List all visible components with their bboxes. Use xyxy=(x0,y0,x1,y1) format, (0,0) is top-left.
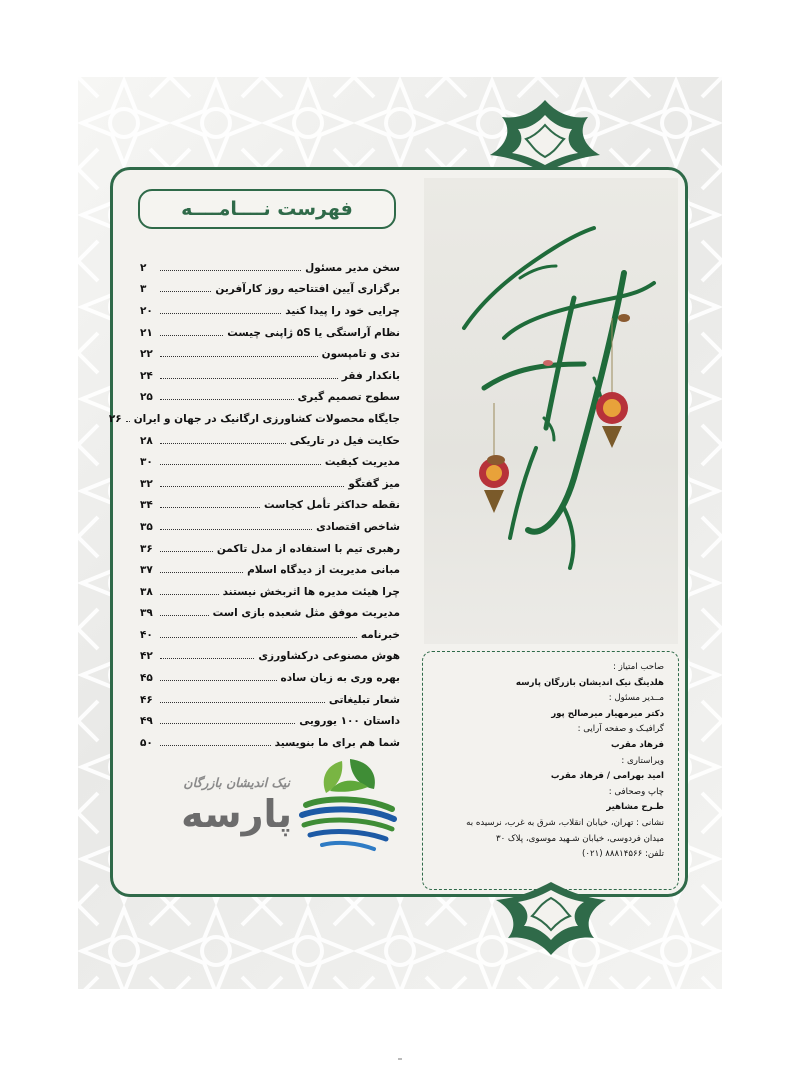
toc-item-page: ۴۵ xyxy=(140,672,153,685)
toc-item-page: ۲۲ xyxy=(140,348,153,361)
toc-item xyxy=(140,495,400,517)
toc-item-title: هوش مصنوعی درکشاورزی xyxy=(258,650,400,663)
toc-leader-dots xyxy=(160,270,301,271)
logo-subtitle: نیک اندیشان بازرگان xyxy=(183,775,290,790)
toc-item-page: ۴۹ xyxy=(140,715,153,728)
toc-item-page: ۳۲ xyxy=(140,477,153,490)
toc-item-title: سطوح تصمیم گیری xyxy=(297,391,400,404)
toc-leader-dots xyxy=(160,658,254,659)
calligraphy-panel xyxy=(424,178,678,644)
toc-leader-dots xyxy=(160,507,260,508)
bottom-ornament xyxy=(476,880,626,960)
toc-item xyxy=(140,387,400,409)
toc-leader-dots xyxy=(126,421,130,422)
toc-item-title: برگزاری آیین افتتاحیه روز کارآفرین xyxy=(215,283,400,296)
toc-item-title: حکایت فیل در تاریکی xyxy=(289,434,400,447)
toc-item-page: ۳۸ xyxy=(140,585,153,598)
toc-leader-dots xyxy=(160,378,338,379)
toc-item xyxy=(140,559,400,581)
toc-item xyxy=(140,343,400,365)
toc-item-page: ۴۰ xyxy=(140,628,153,641)
toc-item-page: ۳۵ xyxy=(140,520,153,533)
toc-item-page: ۲۶ xyxy=(108,412,122,425)
toc-item-title: جایگاه محصولات کشاورزی ارگانیک در جهان و ایران xyxy=(133,412,400,425)
print-label: چاپ وصحافی : xyxy=(608,786,664,797)
toc-leader-dots xyxy=(160,529,312,530)
toc-item-title: چرایی خود را پیدا کنید xyxy=(285,304,400,317)
toc-item xyxy=(140,473,400,495)
toc-leader-dots xyxy=(160,723,295,724)
toc-leader-dots xyxy=(160,702,325,703)
credits-box xyxy=(422,651,679,890)
toc-item-title: چرا هیئت مدیره ها اثربخش نیستند xyxy=(222,585,400,598)
toc-item-page: ۲ xyxy=(140,261,147,274)
toc-item-page: ۴۶ xyxy=(140,693,153,706)
toc-item-title: تدی و تامپسون xyxy=(321,348,400,361)
toc-item-page: ۳۰ xyxy=(140,456,153,469)
toc-leader-dots xyxy=(160,486,344,487)
toc-item xyxy=(140,451,400,473)
toc-leader-dots xyxy=(160,572,243,573)
toc-item-title: مدیریت موفق مثل شعبده بازی است xyxy=(212,607,400,620)
owner-label: صاحب امتیاز : xyxy=(613,662,664,672)
toc-leader-dots xyxy=(160,313,281,314)
toc-item-page: ۳۴ xyxy=(140,499,153,512)
toc-leader-dots xyxy=(160,443,286,444)
bismillah-calligraphy xyxy=(424,178,678,644)
editing-value: امید بهرامی / فرهاد مقرب xyxy=(550,771,664,782)
toc-item xyxy=(140,689,400,711)
toc-title: فهرست نــــامــــه xyxy=(138,189,396,229)
toc-item-title: مدیریت کیفیت xyxy=(324,456,400,469)
toc-leader-dots xyxy=(160,335,223,336)
table-of-contents xyxy=(108,257,400,754)
toc-item xyxy=(140,732,400,754)
top-ornament xyxy=(470,95,620,175)
toc-item-page: ۲۰ xyxy=(140,304,153,317)
toc-item-title: شاخص اقتصادی xyxy=(316,520,400,533)
owner-value: هلدینگ نیک اندیشان بازرگان پارسه xyxy=(515,677,664,688)
toc-leader-dots xyxy=(160,356,318,357)
director-label: مــدیر مسئول : xyxy=(608,693,664,704)
toc-item-page: ۳ xyxy=(140,283,147,296)
toc-item-page: ۲۵ xyxy=(140,391,153,404)
toc-leader-dots xyxy=(160,594,219,595)
toc-item-title: خبرنامه xyxy=(360,628,400,641)
toc-item-page: ۴۲ xyxy=(140,650,153,663)
toc-item xyxy=(140,624,400,646)
toc-leader-dots xyxy=(160,291,211,292)
toc-item-title: نظام آراستگی یا ۵S ژاپنی چیست xyxy=(227,326,400,339)
toc-leader-dots xyxy=(160,464,321,465)
toc-item xyxy=(140,667,400,689)
toc-item xyxy=(140,322,400,344)
toc-item xyxy=(140,710,400,732)
director-value: دکتر میرمهیار میرصالح پور xyxy=(551,708,664,719)
toc-item-page: ۳۶ xyxy=(140,542,153,555)
toc-item-title: بهره وری به زبان ساده xyxy=(280,672,400,685)
toc-item xyxy=(140,365,400,387)
toc-item xyxy=(140,279,400,301)
toc-item-page: ۳۹ xyxy=(140,607,153,620)
toc-item xyxy=(108,408,400,430)
toc-item xyxy=(140,581,400,603)
toc-item-title: سخن مدیر مسئول xyxy=(305,261,400,274)
print-value: طـرح مشاهیر xyxy=(606,802,664,813)
toc-leader-dots xyxy=(160,551,213,552)
toc-item xyxy=(140,257,400,279)
graphics-value: فرهاد مقرب xyxy=(610,739,664,750)
phone: تلفن: ۸۸۸۱۴۵۶۶ (۰۲۱) xyxy=(581,849,664,860)
toc-item-title: شعار تبلیغاتی xyxy=(328,693,400,706)
address-line-2: میدان فردوسی، خیابان شـهید موسوی، پلاک ۳۰ xyxy=(495,833,664,844)
toc-item-page: ۲۸ xyxy=(140,434,153,447)
toc-item-title: مبانی مدیریت از دیدگاه اسلام xyxy=(247,564,400,577)
toc-item xyxy=(140,538,400,560)
toc-item xyxy=(140,603,400,625)
toc-item-title: رهبری تیم با استفاده از مدل تاکمن xyxy=(216,542,400,555)
toc-item-title: شما هم برای ما بنویسید xyxy=(274,736,400,749)
toc-item-page: ۵۰ xyxy=(140,736,153,749)
toc-item xyxy=(140,300,400,322)
parse-logo-icon xyxy=(296,757,400,857)
toc-leader-dots xyxy=(160,399,294,400)
toc-item xyxy=(140,646,400,668)
toc-item-title: نقطه حداکثر تأمل کجاست xyxy=(263,499,400,512)
toc-item-page: ۳۷ xyxy=(140,564,153,577)
toc-leader-dots xyxy=(160,615,209,616)
toc-item-title: داستان ۱۰۰ یورویی xyxy=(299,715,400,728)
toc-item-title: بانکدار فقر xyxy=(341,369,400,382)
address-line-1: نشانی : تهران، خیابان انقلاب، شرق به غرب، نرسیده به xyxy=(466,817,664,828)
toc-item xyxy=(140,430,400,452)
toc-item-title: میز گفتگو xyxy=(348,477,400,490)
toc-leader-dots xyxy=(160,745,271,746)
page-marker xyxy=(398,1058,402,1060)
toc-item-page: ۲۱ xyxy=(140,326,153,339)
graphics-label: گرافیـک و صفحه آرایی : xyxy=(577,724,664,735)
toc-leader-dots xyxy=(160,637,357,638)
toc-item-page: ۲۴ xyxy=(140,369,153,382)
toc-leader-dots xyxy=(160,680,277,681)
logo-name: پارسه xyxy=(181,792,292,836)
editing-label: ویراستاری : xyxy=(621,755,664,766)
toc-item xyxy=(140,516,400,538)
